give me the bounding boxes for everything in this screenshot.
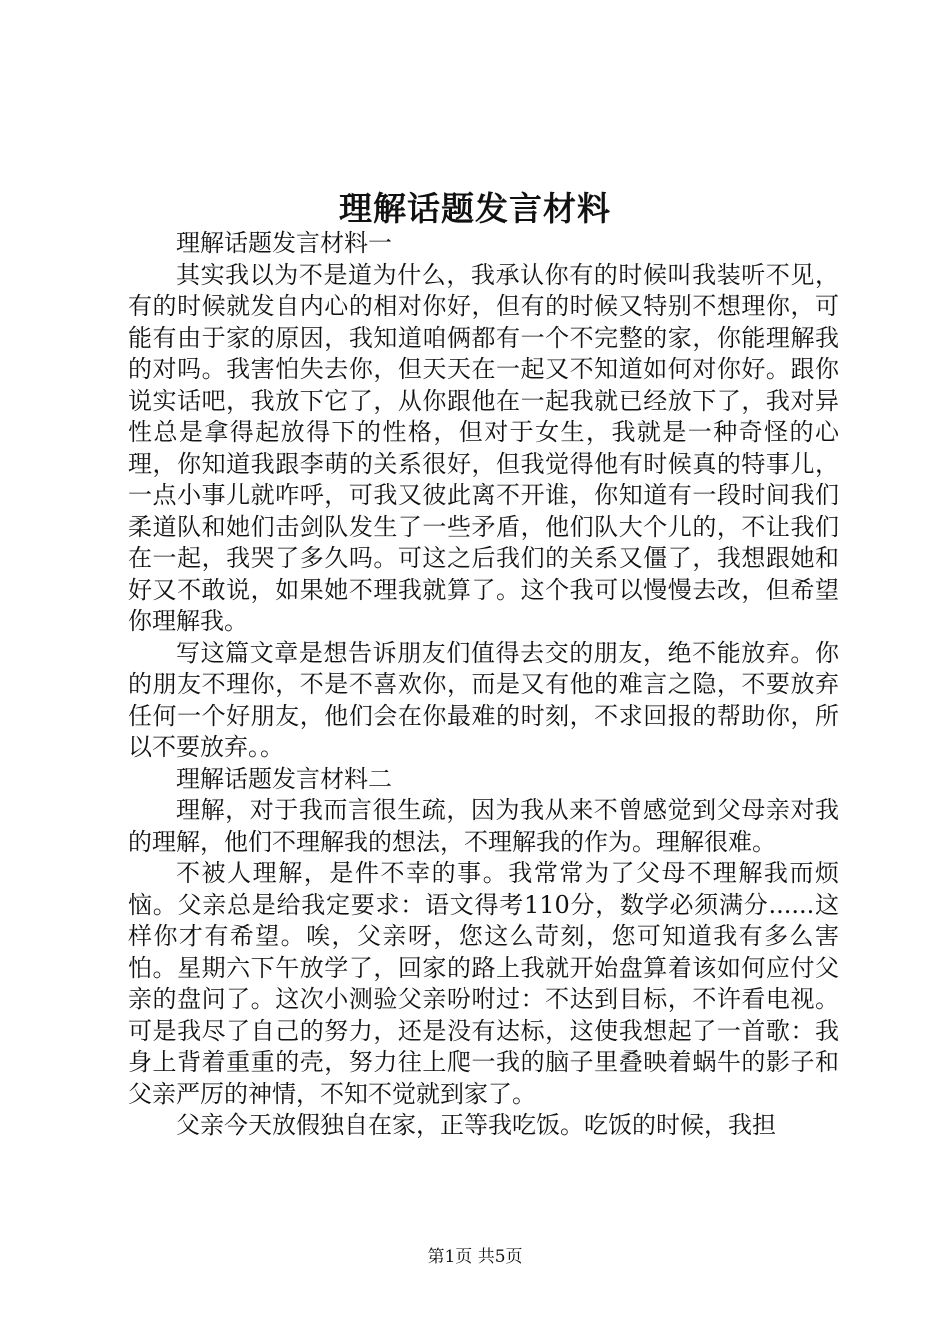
paragraph: 其实我以为不是道为什么，我承认你有的时候叫我装听不见，有的时候就发自内心的相对你好，但有的时候又特别不想理你，可能有由于家的原因，我知道咱俩都有一个不完整的家，你能理解我的对吗。我害怕失去你，但天天在一起又不知道如何对你好。跟你说实话吧，我放下它了，从你跟他在一起我就已经放下了，我对异性总是拿得起放得下的性格，但对于女生，我就是一种奇怪的心理，你知道我跟李萌的关系很好，但我觉得他有时候真的特事儿，一点小事儿就咋呼，可我又彼此离不开谁，你知道有一段时间我们柔道队和她们击剑队发生了一些矛盾，他们队大个儿的，不让我们在一起，我哭了多久吗。可这之后我们的关系又僵了，我想跟她和好又不敢说，如果她不理我就算了。这个我可以慢慢去改，但希望你理解我。 (128, 260, 839, 635)
section-heading-1: 理解话题发言材料一 (176, 229, 392, 257)
paragraph: 父亲今天放假独自在家，正等我吃饭。吃饭的时候，我担 (176, 1111, 776, 1139)
paragraph: 写这篇文章是想告诉朋友们值得去交的朋友，绝不能放弃。你的朋友不理你，不是不喜欢你，而是又有他的难言之隐，不要放弃任何一个好朋友，他们会在你最难的时刻，不求回报的帮助你，所以不要放弃。。 (128, 638, 839, 761)
document-body (128, 228, 839, 1142)
page-footer: 第1页 共5页 (427, 1247, 523, 1267)
paragraph: 不被人理解，是件不幸的事。我常常为了父母不理解我而烦恼。父亲总是给我定要求：语文得考110分，数学必须满分......这样你才有希望。唉，父亲呀，您这么苛刻，您可知道我有多么害怕。星期六下午放学了，回家的路上我就开始盘算着该如何应付父亲的盘问了。这次小测验父亲吩咐过：不达到目标，不许看电视。可是我尽了自己的努力，还是没有达标，这使我想起了一首歌：我身上背着重重的壳，努力往上爬一我的脑子里叠映着蜗牛的影子和父亲严厉的神情，不知不觉就到家了。 (128, 859, 839, 1108)
document-title: 理解话题发言材料 (339, 189, 611, 228)
section-heading-2: 理解话题发言材料二 (176, 764, 392, 793)
paragraph: 理解，对于我而言很生疏，因为我从来不曾感觉到父母亲对我的理解，他们不理解我的想法，不理解我的作为。理解很难。 (128, 796, 839, 856)
